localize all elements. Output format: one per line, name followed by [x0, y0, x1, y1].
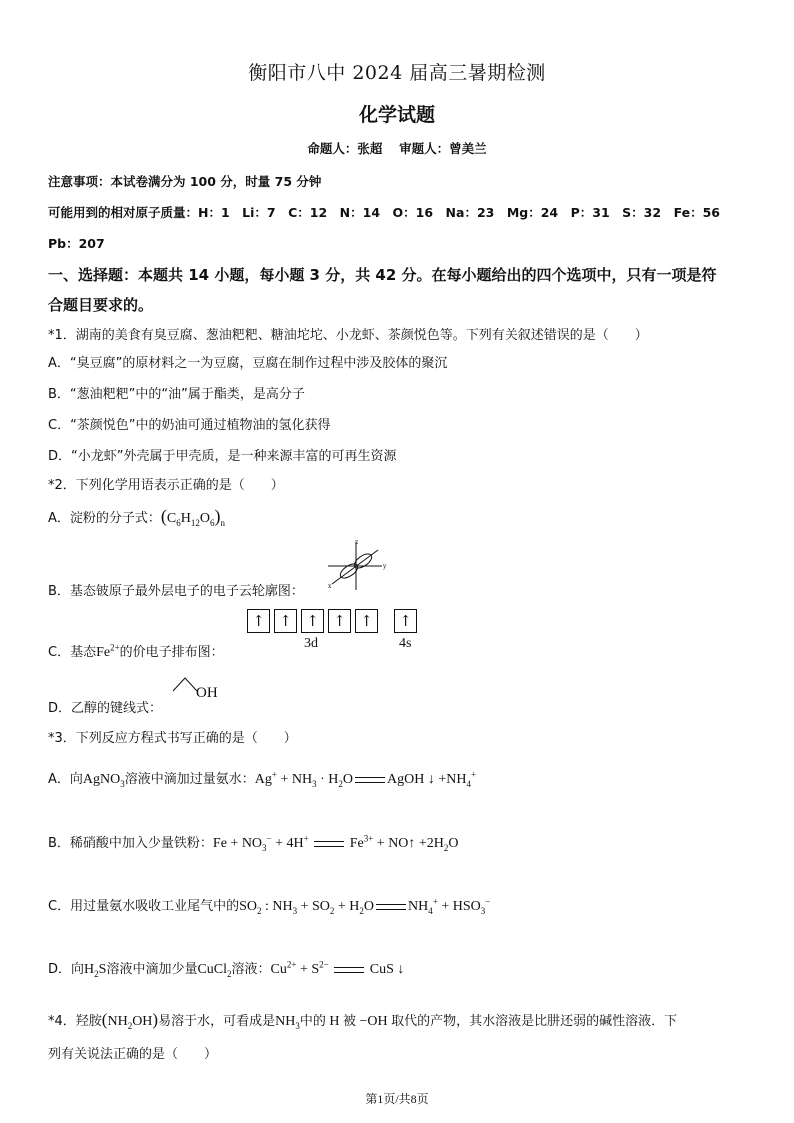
equation-c: $SO_2$ : $NH_3 + SO_2 + H_2O$ $NH_4^+ + HSO_3^-$ — [239, 896, 491, 916]
starch-formula: $(C_6H_{12}O_6)_n$ — [160, 506, 225, 528]
agno3: AgNO$_3$ — [82, 772, 125, 789]
orbital-4s: ↑ — [394, 609, 417, 633]
question-2-stem: *2．下列化学用语表示正确的是（ ） — [48, 478, 284, 493]
q4-part-d: 被 — [342, 1014, 356, 1029]
exam-title: 衡阳市八中 2024 届高三暑期检测 — [248, 62, 546, 84]
option-a-label: A．淀粉的分子式： — [48, 511, 161, 526]
orbital-3d-2: ↑ — [274, 609, 297, 633]
exam-subtitle: 化学试题 — [358, 104, 435, 126]
question-3-option-c — [48, 895, 490, 916]
question-1-option-b: B．“葱油粑粑”中的“油”属于酯类，是高分子 — [48, 387, 305, 402]
equation-d: $Cu^{2+} + S^{2-}$ CuS ↓ — [270, 959, 405, 977]
label-3d: 3d — [304, 636, 318, 651]
option-c-label: C．用过量氨水吸收工业尾气中的 — [48, 899, 240, 914]
p-orbital-diagram — [322, 540, 388, 592]
question-2-option-b: B．基态铍原子最外层电子的电子云轮廓图： — [48, 584, 304, 599]
label-4s: 4s — [399, 636, 412, 651]
svg-text:x: x — [328, 583, 332, 590]
oh-group: −OH — [356, 1014, 392, 1029]
q4-part-c: 中的 — [299, 1014, 326, 1029]
atomic-mass-line-2: Pb：207 — [48, 236, 105, 251]
option-b-label: B．稀硝酸中加入少量铁粉： — [48, 836, 213, 851]
page-footer: 第1页/共8页 — [365, 1092, 429, 1106]
q4-part-a: *4．羟胺 — [48, 1014, 102, 1029]
svg-text:z: z — [355, 540, 359, 546]
option-d-label-2: 溶液中滴加少量 — [106, 962, 198, 977]
atomic-mass-line: 可能用到的相对原子质量：H：1 Li：7 C：12 N：14 O：16 Na：23 Mg：24 P：31 S：32 Fe：56 — [48, 205, 720, 220]
ethanol-oh: OH — [196, 685, 218, 701]
hydroxylamine-formula: $(NH_2OH)$ — [101, 1010, 159, 1031]
question-1-option-c: C．“茶颜悦色”中的奶油可通过植物油的氢化获得 — [48, 418, 331, 433]
question-3-option-d — [48, 958, 404, 979]
orbital-3d-3: ↑ — [301, 609, 324, 633]
question-2-option-a — [48, 506, 225, 528]
option-c-label: C．基态 — [48, 645, 97, 660]
svg-text:y: y — [383, 563, 387, 570]
question-2-option-d: D．乙醇的键线式： — [48, 701, 163, 716]
nh3: $NH_3$ — [275, 1014, 300, 1031]
authors-line: 命题人：张超 审题人：曾美兰 — [307, 141, 487, 156]
option-a-label-2: 溶液中滴加过量氨水： — [124, 772, 255, 787]
ethanol-skeletal-icon — [172, 674, 198, 692]
option-a-label: A．向 — [48, 772, 83, 787]
orbital-3d-5: ↑ — [355, 609, 378, 633]
equation-a: $Ag^+ + NH_3 \cdot H_2O$ AgOH ↓ $+NH_4^+$ — [254, 769, 477, 789]
section-heading-line2: 合题目要求的。 — [48, 296, 154, 314]
notice-line: 注意事项：本试卷满分为 100 分，时量 75 分钟 — [48, 174, 322, 189]
question-1-stem: *1．湖南的美食有臭豆腐、葱油粑粑、糖油坨坨、小龙虾、茶颜悦色等。下列有关叙述错误的是（ ） — [48, 328, 648, 343]
question-1-option-d: D．“小龙虾”外壳属于甲壳质，是一种来源丰富的可再生资源 — [48, 449, 397, 464]
section-heading-line1: 一、选择题：本题共 14 小题，每小题 3 分，共 42 分。在每小题给出的四个选项中，只有一项是符 — [48, 266, 717, 284]
orbital-3d-1: ↑ — [247, 609, 270, 633]
question-3-option-a — [48, 768, 476, 789]
question-3-option-b — [48, 832, 459, 853]
equation-b: $Fe + NO_3^- + 4H^+$ $Fe^{3+}$ + NO↑ $+2H_2O$ — [212, 833, 459, 853]
option-d-label-3: 溶液： — [231, 962, 271, 977]
fe-ion: $Fe^{2+}$ — [96, 642, 120, 660]
option-d-label: D．向 — [48, 962, 85, 977]
h-atom: H — [325, 1014, 343, 1029]
q4-part-e: 取代的产物，其水溶液是比肼还弱的碱性溶液．下 — [391, 1014, 678, 1029]
question-2-option-c — [48, 641, 224, 661]
cucl2: CuCl$_2$ — [197, 962, 232, 979]
option-c-label-2: 的价电子排布图： — [119, 645, 224, 660]
question-3-stem: *3．下列反应方程式书写正确的是（ ） — [48, 731, 297, 746]
h2s: $H_2S$ — [84, 962, 107, 979]
question-4-stem — [48, 1010, 677, 1031]
q4-part-b: 易溶于水，可看成是 — [158, 1014, 276, 1029]
question-4-stem-line2: 列有关说法正确的是（ ） — [48, 1047, 218, 1062]
orbital-3d-4: ↑ — [328, 609, 351, 633]
question-1-option-a: A．“臭豆腐”的原材料之一为豆腐，豆腐在制作过程中涉及胶体的聚沉 — [48, 356, 448, 371]
